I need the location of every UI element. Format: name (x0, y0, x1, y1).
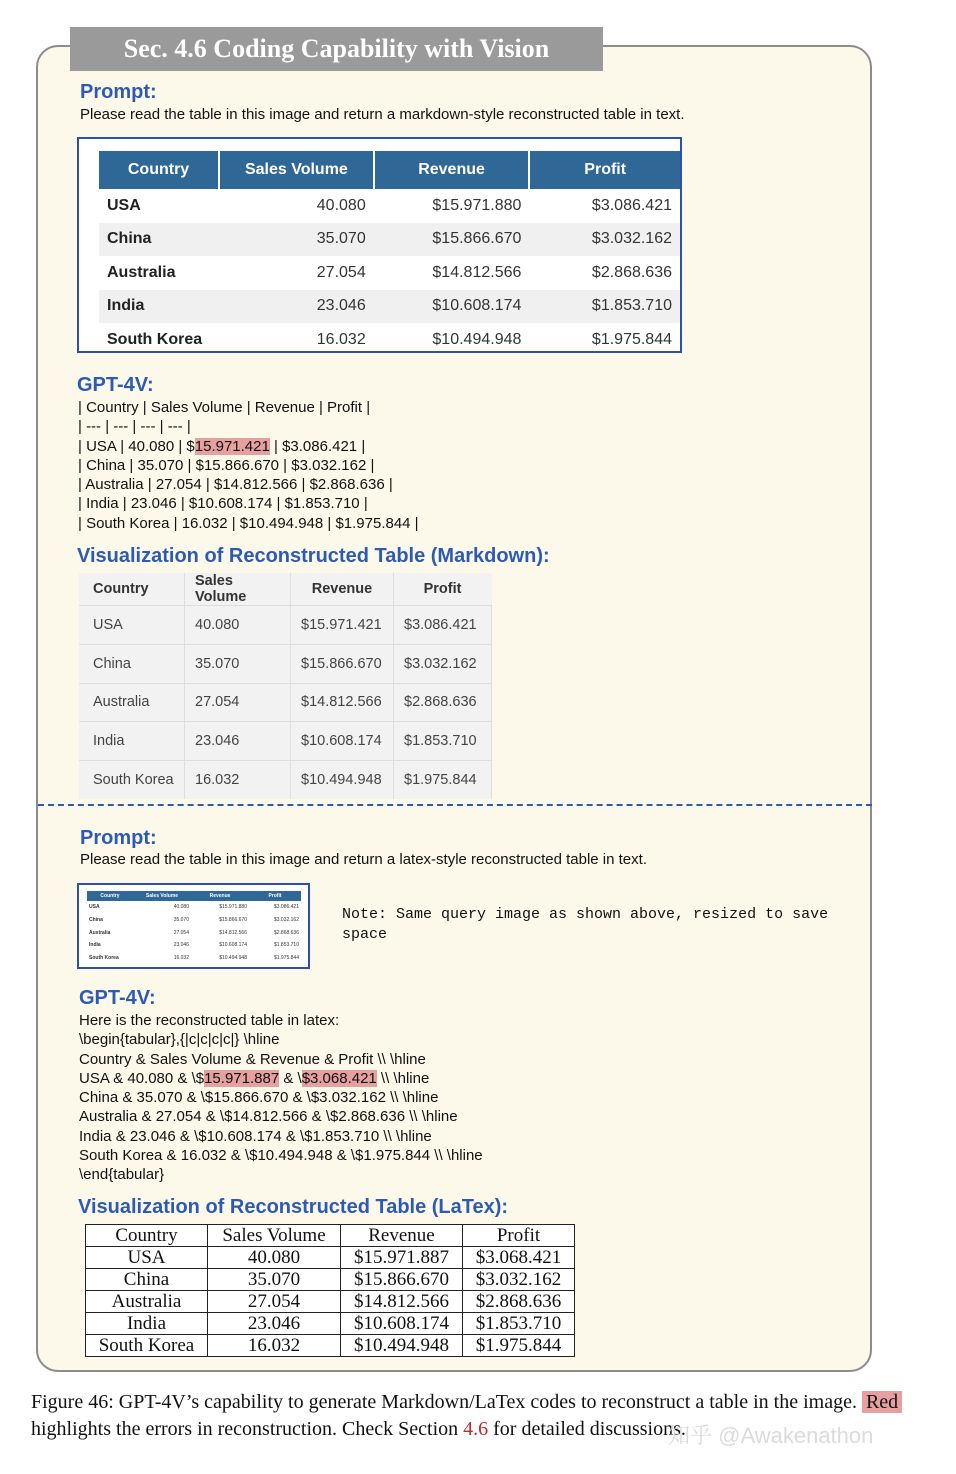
table-cell: $1.975.844 (463, 1335, 575, 1357)
table-cell: $1.975.844 (394, 761, 492, 799)
table-cell: South Korea (89, 955, 119, 962)
response-line: India & 23.046 & \$10.608.174 & \$1.853.710 \\ \hline (79, 1127, 432, 1145)
caption-text: Figure 46: GPT-4V’s capability to generate Markdown/LaTex codes to reconstruct a table in the image. (31, 1391, 857, 1413)
table-row (99, 256, 680, 290)
table-cell: $3.068.421 (463, 1247, 575, 1269)
table-cell: USA (86, 1247, 208, 1269)
table-cell: 35.070 (208, 1269, 341, 1291)
query-image-thumbnail (77, 883, 310, 969)
table-cell: $15.971.880 (432, 196, 522, 214)
table-cell: 40.080 (316, 196, 366, 214)
table-cell: 16.032 (173, 955, 189, 962)
table-row (79, 761, 491, 799)
table-cell: $1.853.710 (273, 942, 299, 949)
viz-heading: Visualization of Reconstructed Table (Markdown): (77, 545, 550, 567)
prompt-text: Please read the table in this image and return a markdown-style reconstructed table in text. (80, 106, 685, 123)
table-cell: $2.868.636 (591, 263, 672, 281)
table-cell: Australia (79, 683, 185, 722)
table-cell: $3.086.421 (394, 606, 492, 645)
response-line: | South Korea | 16.032 | $10.494.948 | $1.975.844 | (78, 514, 419, 532)
caption-text: for detailed discussions. (493, 1418, 686, 1440)
table-cell: $3.086.421 (591, 196, 672, 214)
response-text: USA & 40.080 & \$ (79, 1069, 205, 1087)
table-header: Revenue (191, 891, 249, 901)
table-cell: $2.868.636 (463, 1291, 575, 1313)
table-cell: $3.086.421 (273, 904, 299, 911)
table-cell: 27.054 (316, 263, 366, 281)
table-row (87, 939, 301, 952)
table-cell: $15.866.670 (374, 223, 530, 257)
table-header: Sales Volume (219, 151, 374, 189)
table-header: Country (87, 891, 133, 901)
table-cell: $2.868.636 (273, 929, 299, 936)
table-header: Country (99, 151, 219, 189)
watermark: 知乎 @Awakenathon (668, 1423, 874, 1448)
table-header: Country (86, 1225, 208, 1247)
table-cell: $1.853.710 (463, 1313, 575, 1335)
response-line: | Country | Sales Volume | Revenue | Profit | (78, 399, 371, 416)
table-cell: 23.046 (208, 1313, 341, 1335)
table-row (79, 683, 491, 722)
table-row (86, 1291, 575, 1313)
table-cell: China (99, 223, 219, 257)
table-cell: 40.080 (208, 1247, 341, 1269)
table-cell: $15.971.887 (341, 1247, 463, 1269)
response-line: \end{tabular} (79, 1166, 165, 1184)
caption-text: highlights the errors in reconstruction. Check Section (31, 1418, 459, 1440)
table-cell: $3.032.162 (529, 223, 680, 257)
table-row (86, 1269, 575, 1291)
table-cell: $15.866.670 (341, 1269, 463, 1291)
table-cell: 16.032 (208, 1335, 341, 1357)
table-cell: 35.070 (173, 917, 189, 924)
table-cell: 40.080 (173, 904, 189, 911)
table-cell: 23.046 (219, 290, 374, 324)
prompt-heading: Prompt: (80, 81, 157, 103)
table-cell: 40.080 (185, 606, 291, 645)
query-image-table (77, 137, 682, 353)
response-line: China & 35.070 & \$15.866.670 & \$3.032.162 \\ \hline (79, 1089, 439, 1107)
table-cell: India (99, 290, 219, 324)
table-cell: $10.494.948 (432, 330, 522, 348)
table-cell: $14.812.566 (341, 1291, 463, 1313)
response-text: | USA | 40.080 | $ (78, 437, 195, 455)
table-cell: $10.494.948 (341, 1335, 463, 1357)
response-line (79, 1070, 429, 1087)
response-line (78, 438, 365, 455)
table-cell: China (89, 917, 103, 924)
table-row (87, 926, 301, 939)
section-title: Sec. 4.6 Coding Capability with Vision (70, 27, 603, 71)
response-text: \\ \hline (376, 1069, 430, 1087)
table-row (86, 1247, 575, 1269)
table-header: Profit (423, 581, 462, 597)
table-header: Revenue (374, 151, 530, 189)
table-cell: $1.853.710 (529, 290, 680, 324)
table-cell: India (79, 722, 185, 761)
table-cell: $10.608.174 (374, 290, 530, 324)
prompt-text: Please read the table in this image and return a latex-style reconstructed table in text. (80, 851, 647, 868)
table-cell: $14.812.566 (432, 263, 522, 281)
table-cell: China (79, 644, 185, 683)
latex-response (79, 1011, 483, 1185)
table-cell: 23.046 (185, 722, 291, 761)
table-cell: 27.054 (208, 1291, 341, 1313)
response-line: Australia & 27.054 & \$14.812.566 & \$2.868.636 \\ \hline (79, 1108, 458, 1126)
table-cell: India (89, 942, 101, 949)
viz-heading: Visualization of Reconstructed Table (LaTex): (78, 1196, 509, 1218)
table-cell: $15.866.670 (219, 917, 247, 924)
table-cell: USA (79, 606, 185, 645)
error-highlight: $3.068.421 (301, 1069, 377, 1087)
table-row (87, 952, 301, 965)
table-row (99, 223, 680, 257)
caption-red-label: Red (862, 1391, 902, 1413)
response-text: & \ (279, 1069, 302, 1087)
prompt-heading: Prompt: (80, 827, 157, 849)
response-heading: GPT-4V: (77, 374, 154, 396)
table-cell: Australia (107, 263, 176, 281)
table-cell: South Korea (107, 330, 203, 348)
note-text: Note: Same query image as shown above, resized to save space (342, 906, 829, 943)
table-cell: South Korea (79, 761, 185, 799)
error-highlight: 15.971.887 (204, 1069, 280, 1087)
response-line: Here is the reconstructed table in latex: (79, 1012, 340, 1029)
response-line: | Australia | 27.054 | $14.812.566 | $2.868.636 | (78, 476, 393, 494)
latex-table (85, 1224, 575, 1357)
table-header: Sales Volume (185, 573, 291, 606)
table-cell: $14.812.566 (219, 929, 247, 936)
table-row (99, 189, 680, 223)
table-header: Sales Volume (133, 891, 191, 901)
table-cell: Australia (89, 929, 111, 936)
table-row (79, 644, 491, 683)
table-cell: $10.494.948 (219, 955, 247, 962)
table-row (79, 606, 491, 645)
markdown-response (78, 398, 419, 533)
table-header: Profit (249, 891, 301, 901)
response-line: | --- | --- | --- | --- | (78, 418, 191, 436)
table-cell: South Korea (86, 1335, 208, 1357)
markdown-table (79, 573, 492, 799)
response-heading: GPT-4V: (79, 987, 156, 1009)
table-cell: $15.971.880 (219, 904, 247, 911)
table-header: Profit (463, 1225, 575, 1247)
table-cell: $3.032.162 (394, 644, 492, 683)
response-line: | India | 23.046 | $10.608.174 | $1.853.710 | (78, 495, 368, 513)
table-cell: $3.032.162 (463, 1269, 575, 1291)
table-row (99, 323, 680, 357)
table-row (87, 901, 301, 914)
table-row (79, 722, 491, 761)
table-cell: USA (107, 196, 141, 214)
table-cell: $1.975.844 (273, 955, 299, 962)
table-header: Revenue (291, 573, 394, 606)
table-cell: Australia (86, 1291, 208, 1313)
table-cell: $2.868.636 (394, 683, 492, 722)
table-cell: $1.975.844 (591, 330, 672, 348)
table-header: Profit (529, 151, 680, 189)
table-row (99, 290, 680, 324)
response-line: Country & Sales Volume & Revenue & Profit \\ \hline (79, 1050, 426, 1068)
table-header: Revenue (341, 1225, 463, 1247)
table-cell: $3.032.162 (273, 917, 299, 924)
table-cell: $10.608.174 (341, 1313, 463, 1335)
table-cell: 16.032 (316, 330, 366, 348)
table-header: Country (79, 573, 185, 606)
table-row (86, 1313, 575, 1335)
table-cell: 27.054 (185, 683, 291, 722)
table-cell: 16.032 (185, 761, 291, 799)
table-cell: $10.608.174 (291, 722, 394, 761)
table-cell: China (86, 1269, 208, 1291)
table-cell: $10.494.948 (291, 761, 394, 799)
table-cell: 27.054 (173, 929, 189, 936)
table-cell: India (86, 1313, 208, 1335)
error-highlight: 15.971.421 (194, 437, 270, 455)
response-line: \begin{tabular},{|c|c|c|c|} \hline (79, 1031, 280, 1049)
table-cell: USA (89, 904, 100, 911)
image-table (99, 151, 680, 357)
thumbnail-table (87, 891, 301, 964)
table-cell: $15.971.421 (291, 606, 394, 645)
table-cell: 23.046 (173, 942, 189, 949)
response-line: South Korea & 16.032 & \$10.494.948 & \$1.975.844 \\ \hline (79, 1147, 483, 1165)
table-row (87, 914, 301, 927)
table-cell: $1.853.710 (394, 722, 492, 761)
table-cell: $14.812.566 (291, 683, 394, 722)
table-cell: $15.866.670 (291, 644, 394, 683)
table-row (86, 1335, 575, 1357)
section-divider (38, 804, 872, 806)
response-line: | China | 35.070 | $15.866.670 | $3.032.162 | (78, 456, 375, 474)
table-cell: 35.070 (185, 644, 291, 683)
table-cell: $10.608.174 (219, 942, 247, 949)
section-reference-link[interactable]: 4.6 (463, 1418, 489, 1440)
table-cell: 35.070 (219, 223, 374, 257)
table-header: Sales Volume (208, 1225, 341, 1247)
response-text: | $3.086.421 | (269, 437, 366, 455)
